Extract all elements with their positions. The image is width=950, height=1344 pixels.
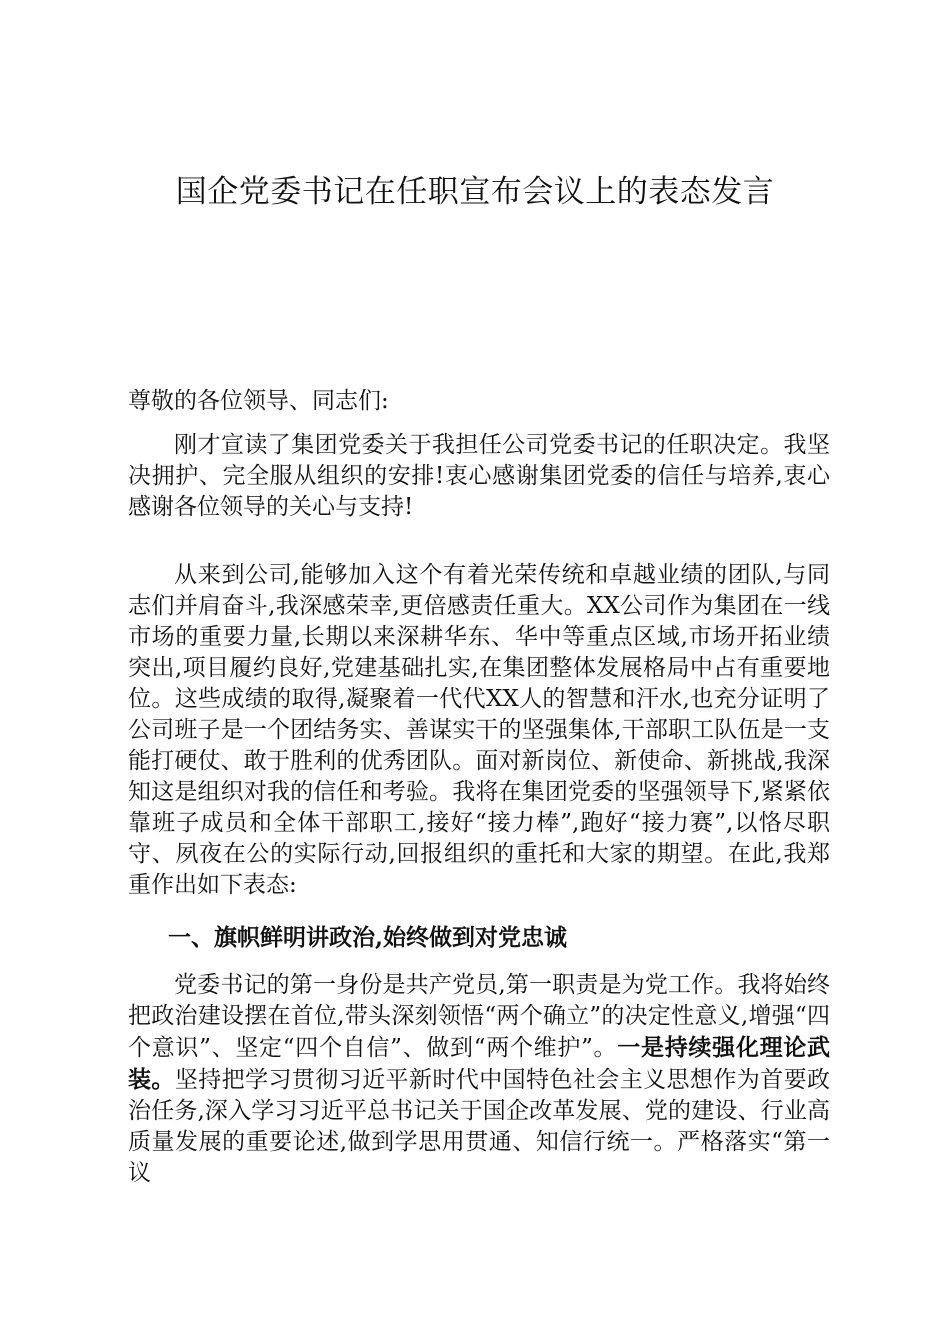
paragraph-political-emphasis: 一是持续强化理论武装。 bbox=[128, 1034, 830, 1093]
salutation: 尊敬的各位领导、同志们: bbox=[128, 388, 389, 414]
paragraph-company: 从来到公司,能够加入这个有着光荣传统和卓越业绩的团队,与同志们并肩奋斗,我深感荣幸,更倍感责任重大。XX公司作为集团在一线市场的重要力量,长期以来深耕华东、华中等重点区域,市场开拓业绩突出,项目履约良好,党建基础扎实,在集团整体发展格局中占有重要地位。这些成绩的取得,凝聚着一代代XX人的智慧和汗水,也充分证明了公司班子是一个团结务实、善谋实干的坚强集体,干部职工队伍是一支能打硬仗、敢于胜利的优秀团队。面对新岗位、新使命、新挑战,我深知这是组织对我的信任和考验。我将在集团党委的坚强领导下,紧紧依靠班子成员和全体干部职工,接好“接力棒”,跑好“接力赛”,以恪尽职守、夙夜在公的实际行动,回报组织的重托和大家的期望。在此,我郑重作出如下表态: bbox=[128, 562, 830, 898]
document-title: 国企党委书记在任职宣布会议上的表态发言 bbox=[175, 174, 775, 210]
paragraph-political bbox=[128, 970, 830, 1189]
paragraph-political-text-1: 党委书记的第一身份是共产党员,第一职责是为党工作。我将始终把政治建设摆在首位,带头深刻领悟“两个确立”的决定性意义,增强“四个意识”、坚定“四个自信”、做到“两个维护”。 bbox=[128, 972, 830, 1061]
section-heading-1: 一、旗帜鲜明讲政治,始终做到对党忠诚 bbox=[168, 924, 568, 951]
paragraph-appointment: 刚才宣读了集团党委关于我担任公司党委书记的任职决定。我坚决拥护、完全服从组织的安排!衷心感谢集团党委的信任与培养,衷心感谢各位领导的关心与支持! bbox=[128, 432, 830, 520]
paragraph-political-text-2: 坚持把学习贯彻习近平新时代中国特色社会主义思想作为首要政治任务,深入学习习近平总书记关于国企改革发展、党的建设、行业高质量发展的重要论述,做到学思用贯通、知信行统一。严格落实“第一议 bbox=[128, 1067, 831, 1186]
